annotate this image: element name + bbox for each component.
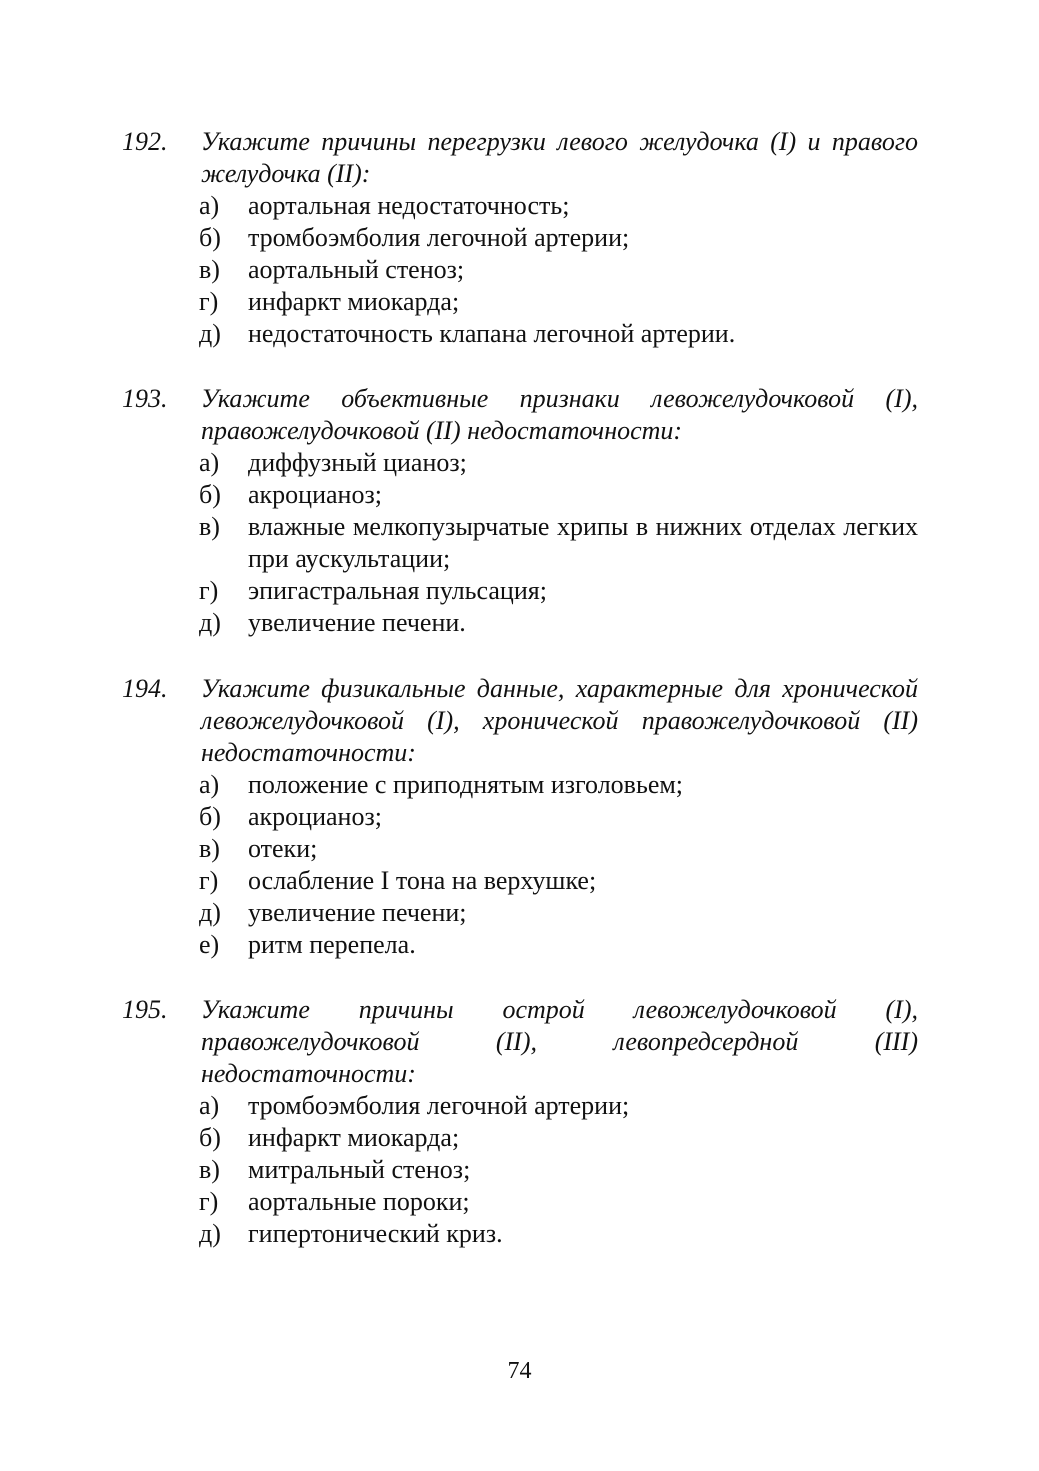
answer-option [122,479,918,511]
option-text: увеличение печени; [248,898,467,927]
option-letter: г) [199,576,219,605]
question-number: 194. [122,674,168,703]
option-text: увеличение печени. [248,608,466,637]
question-number: 192. [122,127,168,156]
option-text: аортальная недостаточность; [248,191,570,220]
option-letter: г) [199,866,219,895]
option-letter: а) [199,1091,220,1120]
option-letter: в) [199,255,220,284]
answer-option [122,222,918,254]
answer-option [122,929,918,961]
answer-option [122,575,918,607]
answer-option [122,318,918,350]
option-letter: б) [199,223,221,252]
answer-option [122,897,918,929]
question-text: Укажите физикальные данные, характерные для хронической левожелудочковой (I), хронической правожелудочковой (II) недостаточности: [201,674,918,767]
option-letter: в) [199,512,220,541]
question-text: Укажите причины острой левожелудочковой (I), правожелудочковой (II), левопредсердной (III) недостаточности: [201,995,918,1088]
option-letter: б) [199,1123,221,1152]
answer-option [122,865,918,897]
option-letter: б) [199,802,221,831]
option-text: тромбоэмболия легочной артерии; [248,1091,630,1120]
option-letter: в) [199,834,220,863]
question-number: 193. [122,384,168,413]
option-letter: в) [199,1155,220,1184]
option-text: акроцианоз; [248,480,382,509]
option-text: аортальный стеноз; [248,255,465,284]
answer-option [122,607,918,639]
question-195 [122,994,918,1250]
option-text: отеки; [248,834,318,863]
option-letter: д) [199,319,221,348]
answer-option [122,254,918,286]
answer-option [122,769,918,801]
question-number: 195. [122,995,168,1024]
answer-option [122,833,918,865]
answer-option [122,1186,918,1218]
question-text: Укажите причины перегрузки левого желудочка (I) и правого желудочка (II): [201,127,918,188]
question-193 [122,383,918,639]
question-header [122,673,918,769]
question-header [122,126,918,190]
option-letter: д) [199,608,221,637]
option-text: недостаточность клапана легочной артерии. [248,319,736,348]
option-text: тромбоэмболия легочной артерии; [248,223,630,252]
answer-option [122,801,918,833]
option-letter: д) [199,898,221,927]
answer-option [122,447,918,479]
question-text: Укажите объективные признаки левожелудочковой (I), правожелудочковой (II) недостаточности: [201,384,918,445]
option-text: митральный стеноз; [248,1155,471,1184]
option-text: диффузный цианоз; [248,448,467,477]
option-text: ослабление I тона на верхушке; [248,866,597,895]
question-header [122,994,918,1090]
option-letter: г) [199,287,219,316]
question-192 [122,126,918,350]
question-194 [122,673,918,961]
question-header [122,383,918,447]
answer-option [122,1218,918,1250]
option-letter: а) [199,191,220,220]
answer-option [122,1122,918,1154]
answer-option [122,511,918,575]
option-text: положение с приподнятым изголовьем; [248,770,684,799]
option-text: аортальные пороки; [248,1187,470,1216]
answer-option [122,190,918,222]
option-letter: б) [199,480,221,509]
option-letter: г) [199,1187,219,1216]
option-text: влажные мелкопузырчатые хрипы в нижних отделах легких при аускультации; [248,512,918,573]
option-letter: е) [199,930,220,959]
option-text: акроцианоз; [248,802,382,831]
option-text: ритм перепела. [248,930,416,959]
option-letter: а) [199,770,220,799]
page-number: 74 [507,1358,532,1384]
option-text: инфаркт миокарда; [248,1123,460,1152]
answer-option [122,286,918,318]
option-letter: д) [199,1219,221,1248]
option-text: эпигастральная пульсация; [248,576,547,605]
answer-option [122,1154,918,1186]
option-text: гипертонический криз. [248,1219,503,1248]
answer-option [122,1090,918,1122]
option-letter: а) [199,448,220,477]
option-text: инфаркт миокарда; [248,287,460,316]
